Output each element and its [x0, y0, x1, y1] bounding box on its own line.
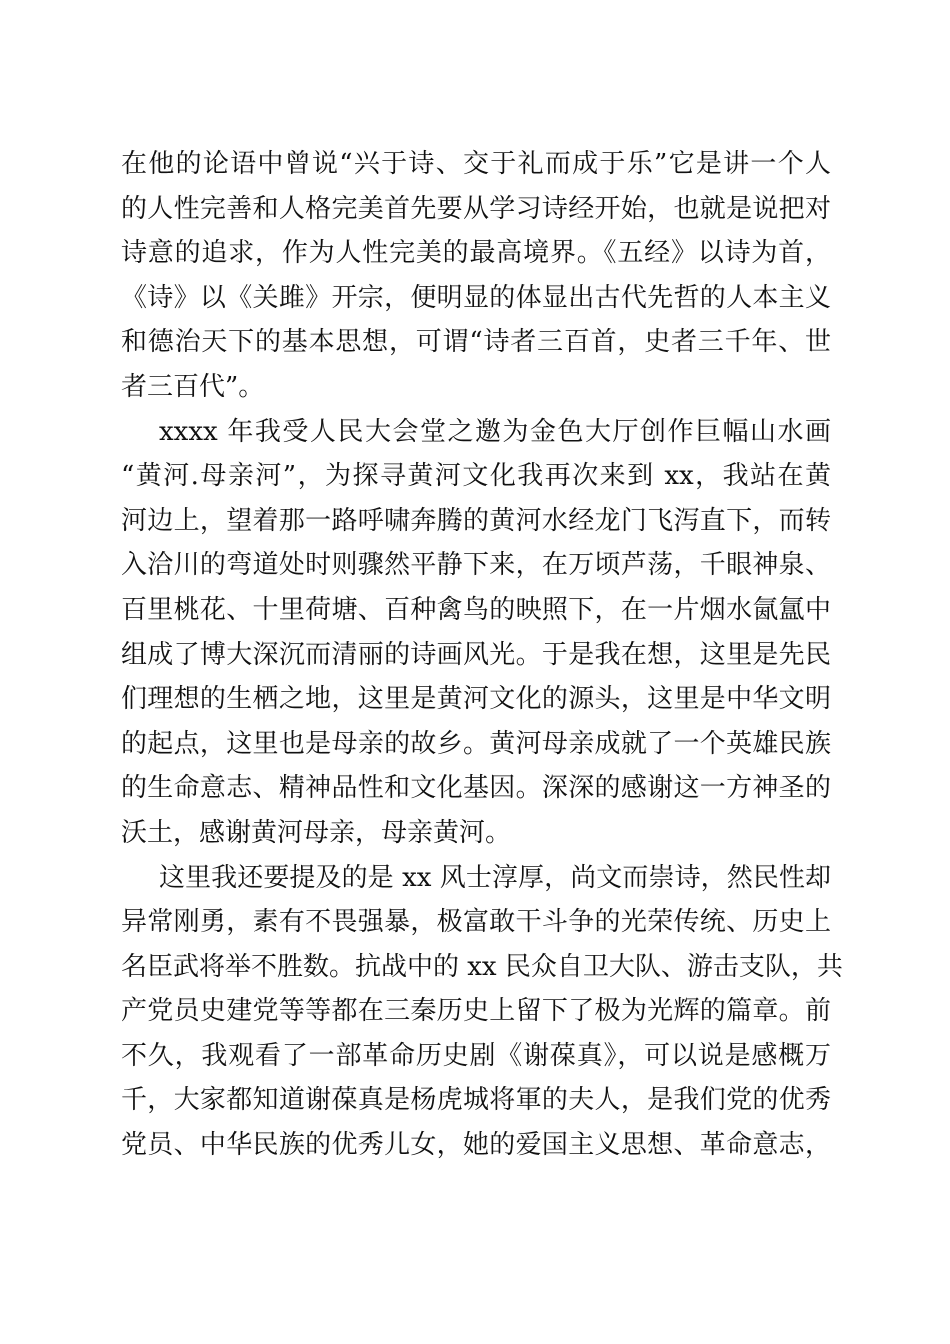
paragraph-3 [121, 856, 843, 1168]
text-line: 不久，我观看了一部革命历史剧《谢葆真》，可以说是感概万 [121, 1040, 831, 1071]
text-line: 组成了博大深沉而清丽的诗画风光。于是我在想，这里是先民 [121, 639, 831, 670]
text-line: 诗意的追求，作为人性完美的最高境界。《五经》以诗为首， [121, 238, 831, 269]
text-line: 河边上，望着那一路呼啸奔腾的黄河水经龙门飞泻直下，而转 [121, 505, 831, 536]
text-line: 《诗》以《关雎》开宗，便明显的体显出古代先哲的人本主义 [121, 282, 831, 313]
text-line: 入洽川的弯道处时则骤然平静下来，在万顷芦荡，千眼神泉、 [121, 550, 831, 581]
text-line: 和德治天下的基本思想，可谓“诗者三百首，史者三千年、世 [121, 327, 831, 358]
text-line: 党员、中华民族的优秀儿女，她的爱国主义思想、革命意志， [121, 1130, 831, 1161]
paragraph-1 [121, 142, 831, 410]
text-line: 者三百代”。 [121, 371, 265, 402]
text-line: 名臣武将举不胜数。抗战中的 xx 民众自卫大队、游击支队，共 [121, 951, 843, 982]
text-line: 们理想的生栖之地，这里是黄河文化的源头，这里是中华文明 [121, 684, 831, 715]
text-line: 在他的论语中曾说“兴于诗、交于礼而成于乐”它是讲一个人 [121, 149, 831, 179]
paragraph-2 [121, 410, 831, 856]
text-line: 这里我还要提及的是 xx 风士淳厚，尚文而崇诗，然民性却 [159, 862, 831, 893]
text-line: 的起点，这里也是母亲的故乡。黄河母亲成就了一个英雄民族 [121, 728, 831, 759]
text-line: xxxx 年我受人民大会堂之邀为金色大厅创作巨幅山水画 [159, 416, 831, 447]
text-line: 沃土，感谢黄河母亲，母亲黄河。 [121, 817, 512, 848]
text-line: 千，大家都知道谢葆真是杨虎城将軍的夫人，是我们党的优秀 [121, 1085, 831, 1116]
text-line: 异常刚勇，素有不畏强暴，极富敢干斗争的光荣传统、历史上 [121, 907, 831, 938]
text-line: 的生命意志、精神品性和文化基因。深深的感谢这一方神圣的 [121, 773, 831, 804]
body-text [121, 142, 843, 1168]
text-line: 的人性完善和人格完美首先要从学习诗经开始，也就是说把对 [121, 193, 831, 224]
text-line: 百里桃花、十里荷塘、百种禽鸟的映照下，在一片烟水氤氲中 [121, 594, 831, 625]
text-line: “黄河.母亲河”，为探寻黄河文化我再次来到 xx，我站在黄 [121, 461, 831, 492]
text-line: 产党员史建党等等都在三秦历史上留下了极为光辉的篇章。前 [121, 996, 831, 1027]
